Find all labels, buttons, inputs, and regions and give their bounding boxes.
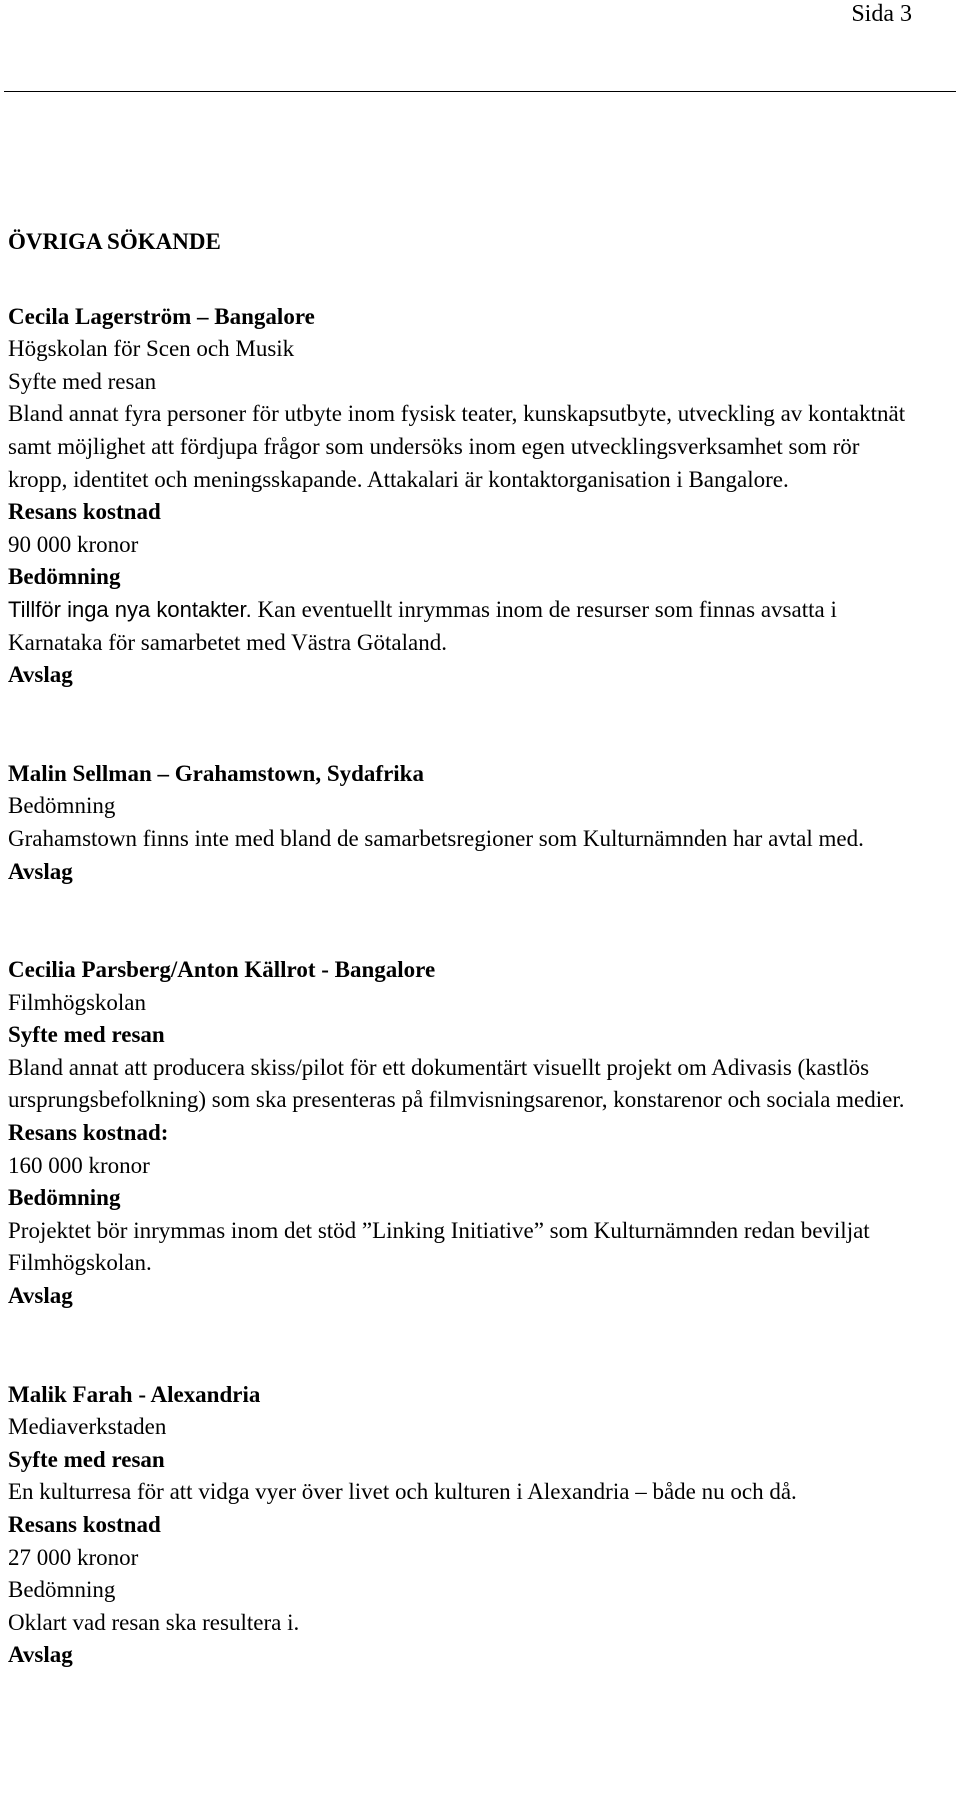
cost-value: 160 000 kronor xyxy=(8,1152,150,1178)
cost-value: 27 000 kronor xyxy=(8,1544,139,1570)
applicant-organisation: Högskolan för Scen och Musik xyxy=(8,336,295,362)
applicant-title: Cecila Lagerström – Bangalore xyxy=(8,303,315,329)
applicant-organisation: Filmhögskolan xyxy=(8,989,147,1015)
applicant-title: Malik Farah - Alexandria xyxy=(8,1381,261,1407)
assessment-label: Bedömning xyxy=(8,1185,121,1211)
decision: Avslag xyxy=(8,858,73,884)
assessment-text: Projektet bör inrymmas inom det stöd ”Linking Initiative” som Kulturnämnden redan beviljat Filmhögskolan. xyxy=(8,1217,870,1276)
applicant-title: Cecilia Parsberg/Anton Källrot - Bangalore xyxy=(8,957,436,983)
applicant-entry-4 xyxy=(8,1379,908,1672)
cost-label: Resans kostnad xyxy=(8,499,161,525)
document-body xyxy=(8,226,908,1738)
header-divider xyxy=(4,91,956,92)
cost-label: Resans kostnad xyxy=(8,1512,161,1537)
decision: Avslag xyxy=(8,1642,73,1668)
purpose-text: Bland annat fyra personer för utbyte inom fysisk teater, kunskapsutbyte, utveckling av kontaktnät samt möjlighet att fördjupa frågor som undersöks inom egen utvecklingsverksamhet som rör kropp, identitet och meningsskapande. Attakalari är kontaktorganisation i Bangalore. xyxy=(8,401,906,492)
applicant-entry-3 xyxy=(8,954,908,1313)
assessment-label: Bedömning xyxy=(8,1577,116,1603)
cost-value: 90 000 kronor xyxy=(8,531,139,557)
applicant-organisation: Mediaverkstaden xyxy=(8,1414,167,1440)
assessment-text-rest: Kan eventuellt inrymmas inom de resurser som finnas avsatta i Karnataka för samarbetet med Västra Götaland. xyxy=(8,596,837,655)
assessment-text: Grahamstown finns inte med bland de samarbetsregioner som Kulturnämnden har avtal med. xyxy=(8,825,864,851)
page-number: Sida 3 xyxy=(851,1,912,27)
purpose-label: Syfte med resan xyxy=(8,1446,165,1472)
applicant-entry-2 xyxy=(8,758,908,888)
assessment-text: Oklart vad resan ska resultera i. xyxy=(8,1609,300,1635)
assessment-text xyxy=(8,594,908,659)
purpose-text: Bland annat att producera skiss/pilot för ett dokumentärt visuellt projekt om Adivasis (kastlös ursprungsbefolkning) som ska presenteras på filmvisningsarenor, konstarenor och sociala medier. xyxy=(8,1054,905,1113)
section-title: ÖVRIGA SÖKANDE xyxy=(8,229,221,254)
decision: Avslag xyxy=(8,1283,73,1309)
purpose-label: Syfte med resan xyxy=(8,1022,165,1048)
decision: Avslag xyxy=(8,662,73,688)
assessment-label: Bedömning xyxy=(8,564,121,590)
applicant-entry-1 xyxy=(8,301,908,692)
cost-label: Resans kostnad: xyxy=(8,1120,169,1146)
assessment-label: Bedömning xyxy=(8,793,116,819)
purpose-text: En kulturresa för att vidga vyer över livet och kulturen i Alexandria – både nu och då. xyxy=(8,1479,797,1505)
assessment-text-first: Tillför inga nya kontakter. xyxy=(8,596,252,622)
purpose-label: Syfte med resan xyxy=(8,368,157,394)
applicant-title: Malin Sellman – Grahamstown, Sydafrika xyxy=(8,760,424,786)
